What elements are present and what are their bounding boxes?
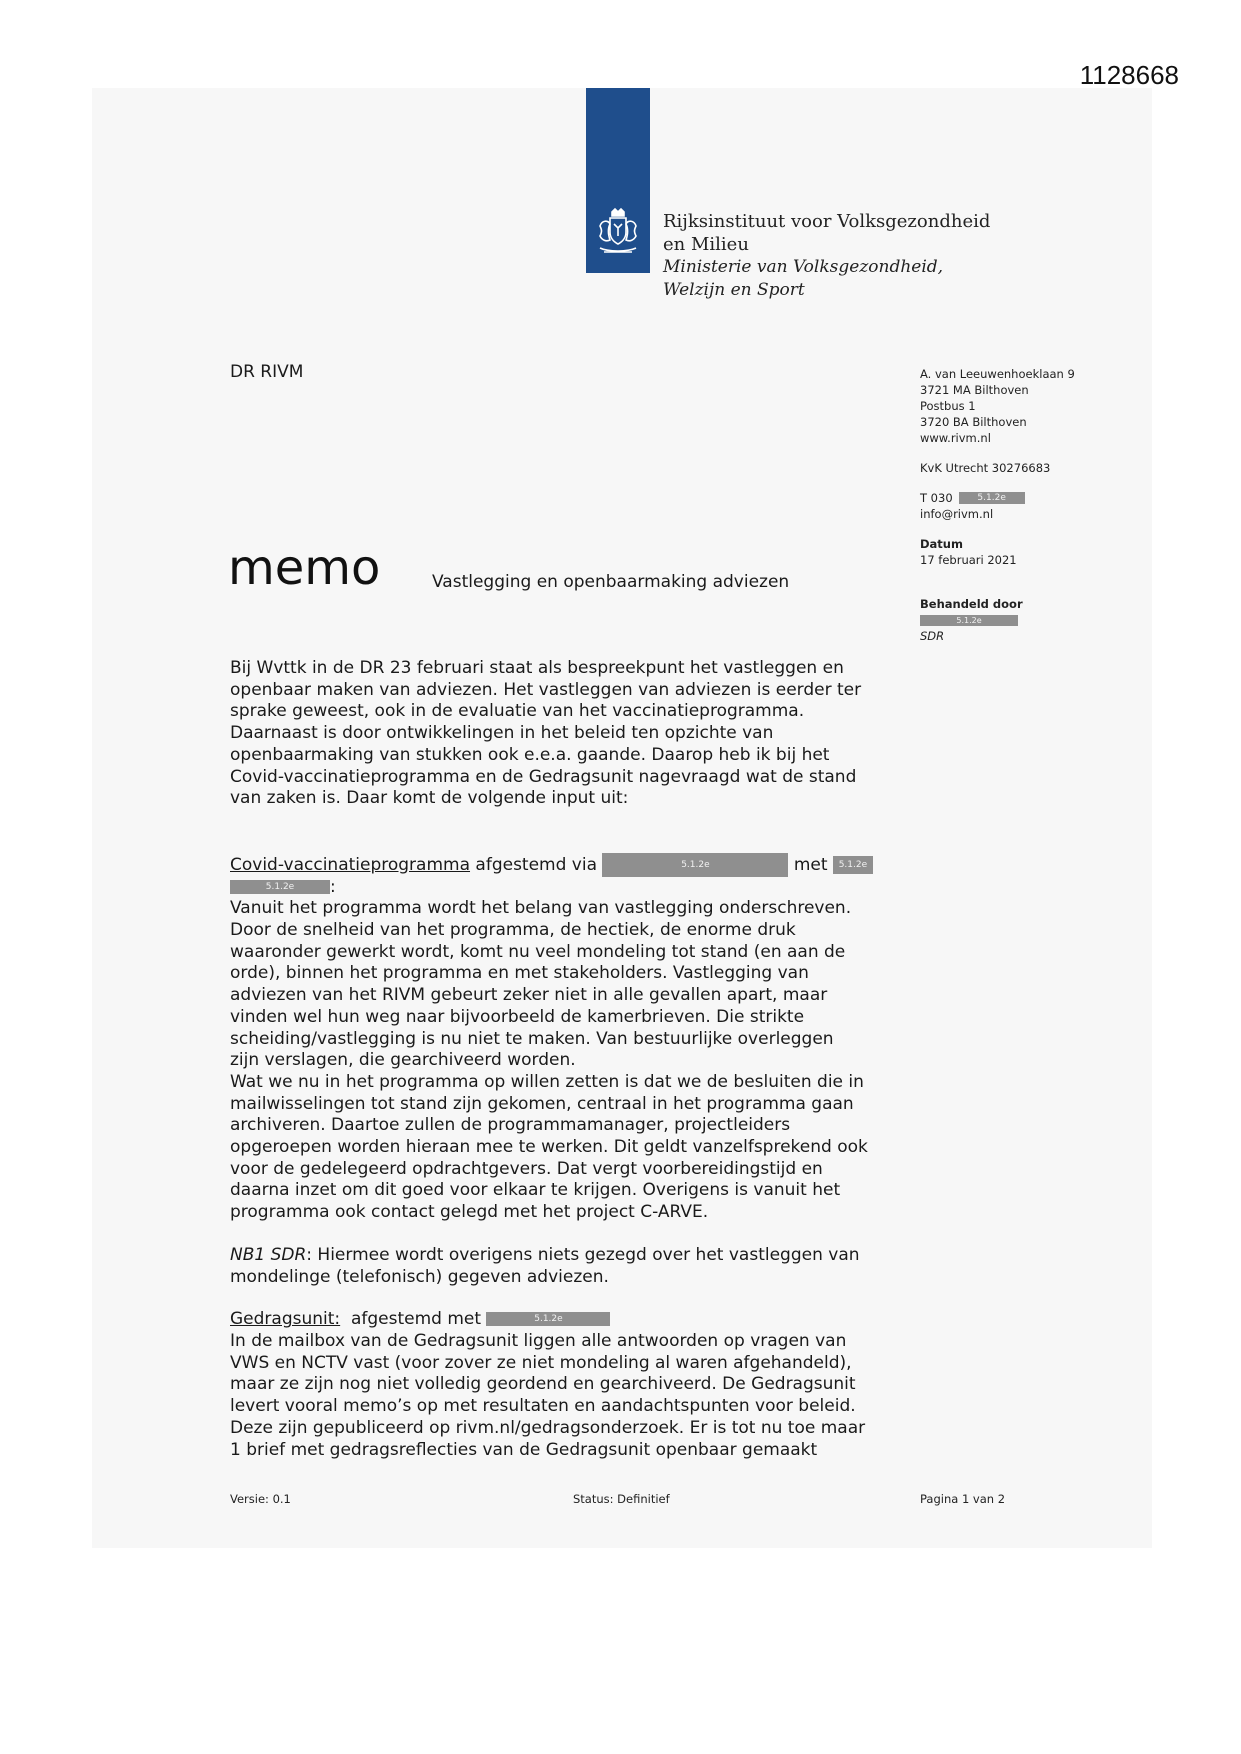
footer-status: Status: Definitief xyxy=(573,1492,670,1506)
footer-version: Versie: 0.1 xyxy=(230,1492,291,1506)
memo-subject: Vastlegging en openbaarmaking adviezen xyxy=(432,572,790,592)
nb-label: NB1 SDR xyxy=(230,1244,307,1265)
org-name-line1: Rijksinstituut voor Volksgezondheid xyxy=(663,211,991,232)
paragraph-line: adviezen van het RIVM gebeurt zeker niet in alle gevallen apart, maar xyxy=(230,985,828,1006)
covid-heading-line2: 5.1.2e : xyxy=(230,877,930,899)
handled-by-label: Behandeld door xyxy=(920,597,1023,611)
ministry-line2: Welzijn en Sport xyxy=(663,280,805,300)
gedrag-heading-line: Gedragsunit: afgestemd met 5.1.2e xyxy=(230,1309,930,1331)
paragraph-line: mondelinge (telefonisch) gegeven adviezen. xyxy=(230,1266,609,1287)
paragraph-line: 1 brief met gedragsreflecties van de Gedragsunit openbaar gemaakt xyxy=(230,1439,818,1460)
address-line: 3721 MA Bilthoven xyxy=(920,383,1029,397)
logo-bar xyxy=(586,88,650,273)
memo-body xyxy=(230,658,930,1461)
paragraph-line: Wat we nu in het programma op willen zetten is dat we de besluiten die in xyxy=(230,1071,864,1092)
paragraph-line: zijn verslagen, die gearchiveerd worden. xyxy=(230,1050,576,1071)
paragraph-line: Door de snelheid van het programma, de hectiek, de enorme druk xyxy=(230,920,796,941)
covid-heading-line: Covid-vaccinatieprogramma afgestemd via 5.1.2e met 5.1.2e xyxy=(230,831,930,877)
ministry-line1: Ministerie van Volksgezondheid, xyxy=(663,257,944,277)
paragraph-line: vinden wel hun weg naar bijvoorbeeld de kamerbrieven. Die strikte xyxy=(230,1006,805,1027)
paragraph-line: sprake geweest, ook in de evaluatie van het vaccinatieprogramma. xyxy=(230,701,805,722)
footer-page: Pagina 1 van 2 xyxy=(920,1492,1006,1506)
paragraph-line: VWS en NCTV vast (voor zover ze niet mondeling al waren afgehandeld), xyxy=(230,1352,852,1373)
paragraph-line: openbaarmaking van stukken ook e.e.a. gaande. Daarop heb ik bij het xyxy=(230,744,830,765)
sender: DR RIVM xyxy=(230,362,304,382)
redaction-box: 5.1.2e xyxy=(486,1312,610,1326)
paragraph-line: maar ze zijn nog niet volledig geordend en gearchiveerd. De Gedragsunit xyxy=(230,1374,856,1395)
paragraph-line: waaronder gewerkt wordt, komt nu veel mondeling tot stand (en aan de xyxy=(230,941,846,962)
paragraph-line: programma ook contact gelegd met het project C-ARVE. xyxy=(230,1202,709,1223)
date-label: Datum xyxy=(920,537,963,551)
nb-note-line: NB1 SDR: Hiermee wordt overigens niets gezegd over het vastleggen van xyxy=(230,1244,860,1265)
redaction-box: 5.1.2e xyxy=(833,856,873,874)
redaction-box: 5.1.2e xyxy=(920,615,1018,626)
paragraph-line: orde), binnen het programma en met stakeholders. Vastlegging van xyxy=(230,963,809,984)
redaction-box: 5.1.2e xyxy=(602,853,788,877)
gedrag-heading: Gedragsunit: xyxy=(230,1309,341,1330)
paragraph-line: archiveren. Daartoe zullen de programmamanager, projectleiders xyxy=(230,1115,791,1136)
address-line: 3720 BA Bilthoven xyxy=(920,415,1027,429)
paragraph-line: Deze zijn gepubliceerd op rivm.nl/gedragsonderzoek. Er is tot nu toe maar xyxy=(230,1417,866,1438)
paragraph-line: Vanuit het programma wordt het belang van vastlegging onderschreven. xyxy=(230,898,852,919)
address-line: Postbus 1 xyxy=(920,399,976,413)
redaction-box: 5.1.2e xyxy=(230,880,330,894)
paragraph-line: Covid-vaccinatieprogramma en de Gedragsunit nagevraagd wat de stand xyxy=(230,766,857,787)
coat-of-arms-icon xyxy=(592,206,644,258)
phone-line xyxy=(920,490,1140,506)
document-number: 1128668 xyxy=(1079,60,1179,90)
sidebar-info xyxy=(920,366,1140,644)
paragraph-line: voor de gedelegeerd opdrachtgevers. Dat vergt voorbereidingstijd en xyxy=(230,1158,823,1179)
paragraph-line: scheiding/vastlegging is nu niet te maken. Van bestuurlijke overleggen xyxy=(230,1028,834,1049)
kvk-number: KvK Utrecht 30276683 xyxy=(920,461,1051,475)
organization-name xyxy=(663,210,990,302)
date-value: 17 februari 2021 xyxy=(920,553,1017,567)
covid-heading: Covid-vaccinatieprogramma xyxy=(230,854,471,875)
memo-heading: memo xyxy=(228,540,381,596)
paragraph-line: mailwisselingen tot stand zijn gekomen, centraal in het programma gaan xyxy=(230,1093,854,1114)
paragraph-line: In de mailbox van de Gedragsunit liggen alle antwoorden op vragen van xyxy=(230,1330,847,1351)
address-line: A. van Leeuwenhoeklaan 9 xyxy=(920,367,1075,381)
paragraph-line: Bij Wvttk in de DR 23 februari staat als bespreekpunt het vastleggen en xyxy=(230,658,844,678)
phone-prefix: T 030 xyxy=(920,491,953,505)
email: info@rivm.nl xyxy=(920,507,994,521)
redaction-box: 5.1.2e xyxy=(959,492,1025,504)
paragraph-line: van zaken is. Daar komt de volgende input uit: xyxy=(230,788,629,809)
handled-by-value: SDR xyxy=(920,629,945,643)
website: www.rivm.nl xyxy=(920,431,991,445)
paragraph-line: openbaar maken van adviezen. Het vastleggen van adviezen is eerder ter xyxy=(230,679,862,700)
paragraph-line: daarna inzet om dit goed voor elkaar te krijgen. Overigens is vanuit het xyxy=(230,1180,841,1201)
paragraph-line: opgeroepen worden hieraan mee te werken. Dit geldt vanzelfsprekend ook xyxy=(230,1137,868,1158)
paragraph-line: levert vooral memo’s op met resultaten en aandachtspunten voor beleid. xyxy=(230,1396,856,1417)
org-name-line2: en Milieu xyxy=(663,234,749,255)
paragraph-line: Daarnaast is door ontwikkelingen in het beleid ten opzichte van xyxy=(230,723,774,744)
